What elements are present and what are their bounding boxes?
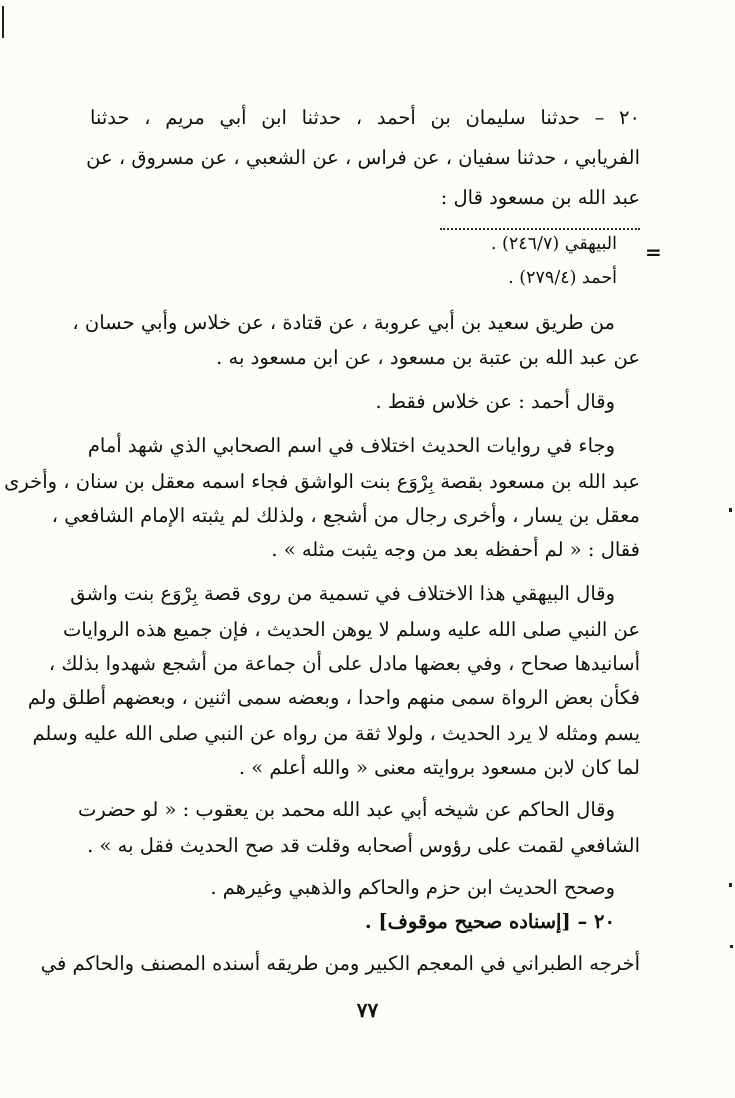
main-text-line: عبد الله بن مسعود قال : xyxy=(440,186,640,209)
commentary-line: فقال : « لم أحفظه بعد من وجه يثبت مثله » . xyxy=(271,538,640,561)
footnote-continuation-marker: = xyxy=(645,240,662,264)
commentary-line: وجاء في روايات الحديث اختلاف في اسم الصحابي الذي شهد أمام xyxy=(87,434,615,457)
scan-edge-mark xyxy=(2,6,4,38)
commentary-line: وقال أحمد : عن خلاس فقط . xyxy=(375,390,615,413)
scan-edge-mark xyxy=(729,883,732,887)
commentary-line: عبد الله بن مسعود بقصة بِرْوَع بنت الواشق فجاء اسمه معقل بن سنان ، وأخرى xyxy=(4,470,640,493)
footnote-line: أحمد (٢٧٩/٤) . xyxy=(508,268,617,288)
commentary-line: فكأن بعض الرواة سمى منهم واحدا ، وبعضه سمى اثنين ، وبعضهم أطلق ولم xyxy=(27,686,640,709)
commentary-line: عن النبي صلى الله عليه وسلم لا يوهن الحديث ، فإن جميع هذه الروايات xyxy=(63,618,640,641)
commentary-line: من طريق سعيد بن أبي عروبة ، عن قتادة ، عن خلاس وأبي حسان ، xyxy=(72,311,615,334)
footnote-line: البيهقي (٢٤٦/٧) . xyxy=(490,234,617,254)
footnote-separator xyxy=(440,228,640,230)
commentary-line: عن عبد الله بن عتبة بن مسعود ، عن ابن مسعود به . xyxy=(216,346,640,369)
commentary-line: أسانيدها صحاح ، وفي بعضها مادل على أن جماعة من أشجع شهدوا بذلك ، xyxy=(48,652,640,675)
commentary-line: وقال البيهقي هذا الاختلاف في تسمية من روى قصة بِرْوَع بنت واشق xyxy=(70,582,615,605)
commentary-line: وصحح الحديث ابن حزم والحاكم والذهبي وغيرهم . xyxy=(210,876,615,899)
scan-edge-mark xyxy=(730,945,733,948)
main-text-line: الفريابي ، حدثنا سفيان ، عن فراس ، عن الشعبي ، عن مسروق ، عن xyxy=(86,146,640,169)
commentary-line: وقال الحاكم عن شيخه أبي عبد الله محمد بن يعقوب : « لو حضرت xyxy=(78,798,615,821)
page-number: ٧٧ xyxy=(356,998,379,1022)
hadith-grade-text: [إسناده صحيح موقوف] . xyxy=(364,910,571,933)
hadith-grade-line xyxy=(90,912,615,932)
commentary-line: أخرجه الطبراني في المعجم الكبير ومن طريقه أسنده المصنف والحاكم في xyxy=(40,952,640,975)
hadith-grade-number: ٢٠ – xyxy=(577,910,615,933)
scan-edge-mark xyxy=(729,508,732,512)
main-text-line: ٢٠ – حدثنا سليمان بن أحمد ، حدثنا ابن أبي مريم ، حدثنا xyxy=(90,106,640,129)
commentary-line: معقل بن يسار ، وأخرى رجال من أشجع ، ولذلك لم يثبته الإمام الشافعي ، xyxy=(51,504,640,527)
commentary-line: لما كان لابن مسعود بروايته معنى « والله أعلم » . xyxy=(238,756,640,779)
commentary-line: يسم ومثله لا يرد الحديث ، ولولا ثقة من رواه عن النبي صلى الله عليه وسلم xyxy=(32,722,640,745)
commentary-line: الشافعي لقمت على رؤوس أصحابه وقلت قد صح الحديث فقل به » . xyxy=(87,834,640,857)
